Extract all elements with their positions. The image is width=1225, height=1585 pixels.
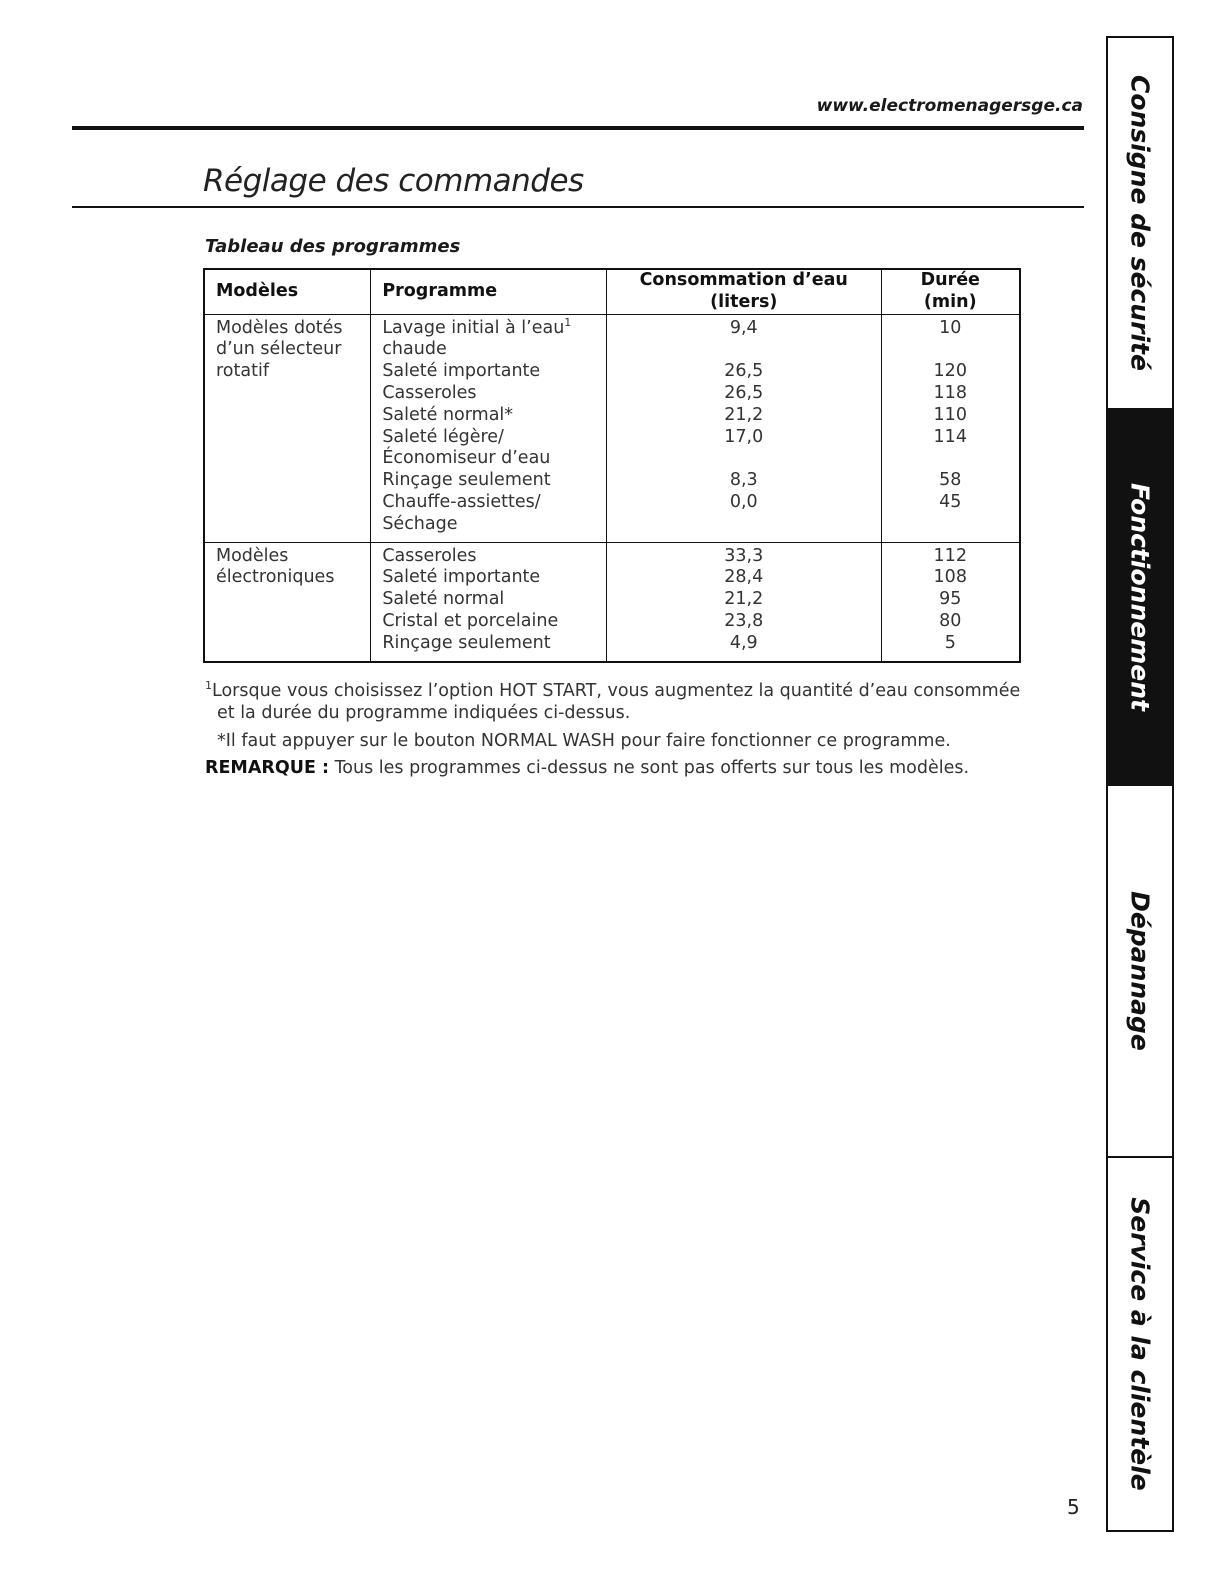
header-program: Programme [371, 269, 607, 314]
header-consumption: Consommation d’eau (liters) [606, 269, 881, 314]
duration-value: 114 [933, 426, 967, 447]
page-number: 5 [1067, 1495, 1080, 1519]
title-rule [72, 206, 1084, 208]
program-line: Saleté légère/ [382, 426, 504, 447]
consumption-value: 21,2 [724, 404, 764, 425]
header-models: Modèles [204, 269, 371, 314]
program-line: chaude [382, 339, 447, 360]
consumption-value: 0,0 [729, 491, 758, 512]
consumption-cell [606, 542, 881, 661]
spacer [893, 514, 1008, 536]
duration-value: 10 [939, 317, 962, 338]
consumption-value: 21,2 [724, 589, 764, 610]
program-line: Cristal et porcelaine [382, 610, 559, 631]
footnote-normal-wash: *Il faut appuyer sur le bouton NORMAL WASH pour faire fonctionner ce programme. [217, 731, 951, 751]
model-line: électroniques [216, 567, 335, 588]
program-line: Saleté normal [382, 589, 505, 610]
table-row [204, 314, 1020, 542]
program-line: Rinçage seulement [382, 470, 551, 491]
consumption-value: 26,5 [724, 382, 764, 403]
model-line: Modèles [216, 545, 289, 566]
footnote-mark: 1 [205, 679, 212, 693]
model-cell [204, 542, 371, 661]
side-tab-fonctionnement[interactable] [1106, 408, 1174, 786]
consumption-value: 26,5 [724, 361, 764, 382]
duration-value: 120 [933, 361, 967, 382]
model-line: rotatif [216, 361, 269, 382]
program-line: Saleté importante [382, 567, 541, 588]
program-cell [371, 314, 607, 542]
remark-label: REMARQUE : [205, 758, 329, 778]
consumption-value: 9,4 [729, 317, 758, 338]
consumption-value: 8,3 [729, 470, 758, 491]
program-line: Saleté normal* [382, 404, 514, 425]
notes-block [205, 680, 1025, 779]
spacer [618, 339, 870, 361]
footnote-hot-start: $^1$Lorsque vous choisissez l’option HOT START, vous augmentez la quantité d’eau consommée et la durée du programme indiquées ci-dessus. [205, 679, 1021, 723]
consumption-cell [606, 314, 881, 542]
program-line: Casseroles [382, 382, 477, 403]
page-title: Réglage des commandes [203, 163, 584, 199]
header-url: www.electromenagersge.ca [816, 96, 1083, 116]
program-line: Lavage initial à l’eau$^1$ [382, 315, 572, 338]
duration-cell [881, 542, 1020, 661]
side-tab-service[interactable] [1106, 1156, 1174, 1532]
side-tab-label: Dépannage [1125, 891, 1155, 1051]
duration-value: 58 [939, 470, 962, 491]
duration-value: 110 [933, 404, 967, 425]
consumption-value: 33,3 [724, 545, 764, 566]
duration-value: 5 [944, 632, 956, 653]
side-tab-depannage[interactable] [1106, 784, 1174, 1158]
consumption-value: 23,8 [724, 610, 764, 631]
consumption-value: 17,0 [724, 426, 764, 447]
duration-cell [881, 314, 1020, 542]
program-line: Rinçage seulement [382, 632, 551, 653]
model-cell [204, 314, 371, 542]
side-tab-label: Service à la clientèle [1125, 1197, 1155, 1491]
duration-value: 45 [939, 491, 962, 512]
spacer [618, 448, 870, 470]
program-cell [371, 542, 607, 661]
spacer [618, 514, 870, 536]
header-duration: Durée (min) [881, 269, 1020, 314]
program-line: Casseroles [382, 545, 477, 566]
side-tab-label: Fonctionnement [1125, 483, 1155, 711]
program-line: Économiseur d’eau [382, 448, 551, 469]
program-line: Séchage [382, 513, 458, 534]
spacer [893, 448, 1008, 470]
consumption-value: 28,4 [724, 567, 764, 588]
side-tab-securite[interactable] [1106, 36, 1174, 410]
remark [205, 757, 1025, 779]
model-line: Modèles dotés [216, 317, 343, 338]
footnote-mark: 1 [564, 315, 572, 329]
table-row [204, 542, 1020, 661]
program-line: Saleté importante [382, 361, 541, 382]
header-rule [72, 126, 1084, 130]
duration-value: 80 [939, 610, 962, 631]
duration-value: 118 [933, 382, 967, 403]
consumption-value: 4,9 [729, 632, 758, 653]
remark-text: Tous les programmes ci-dessus ne sont pas offerts sur tous les modèles. [334, 758, 970, 778]
duration-value: 95 [939, 589, 962, 610]
program-line: Chauffe-assiettes/ [382, 491, 541, 512]
duration-value: 108 [933, 567, 967, 588]
table-title: Tableau des programmes [205, 236, 461, 257]
programs-table [203, 268, 1021, 663]
table-header-row [204, 269, 1020, 314]
duration-value: 112 [933, 545, 967, 566]
spacer [893, 339, 1008, 361]
side-tab-label: Consigne de sécurité [1125, 75, 1155, 371]
model-line: d’un sélecteur [216, 339, 342, 360]
